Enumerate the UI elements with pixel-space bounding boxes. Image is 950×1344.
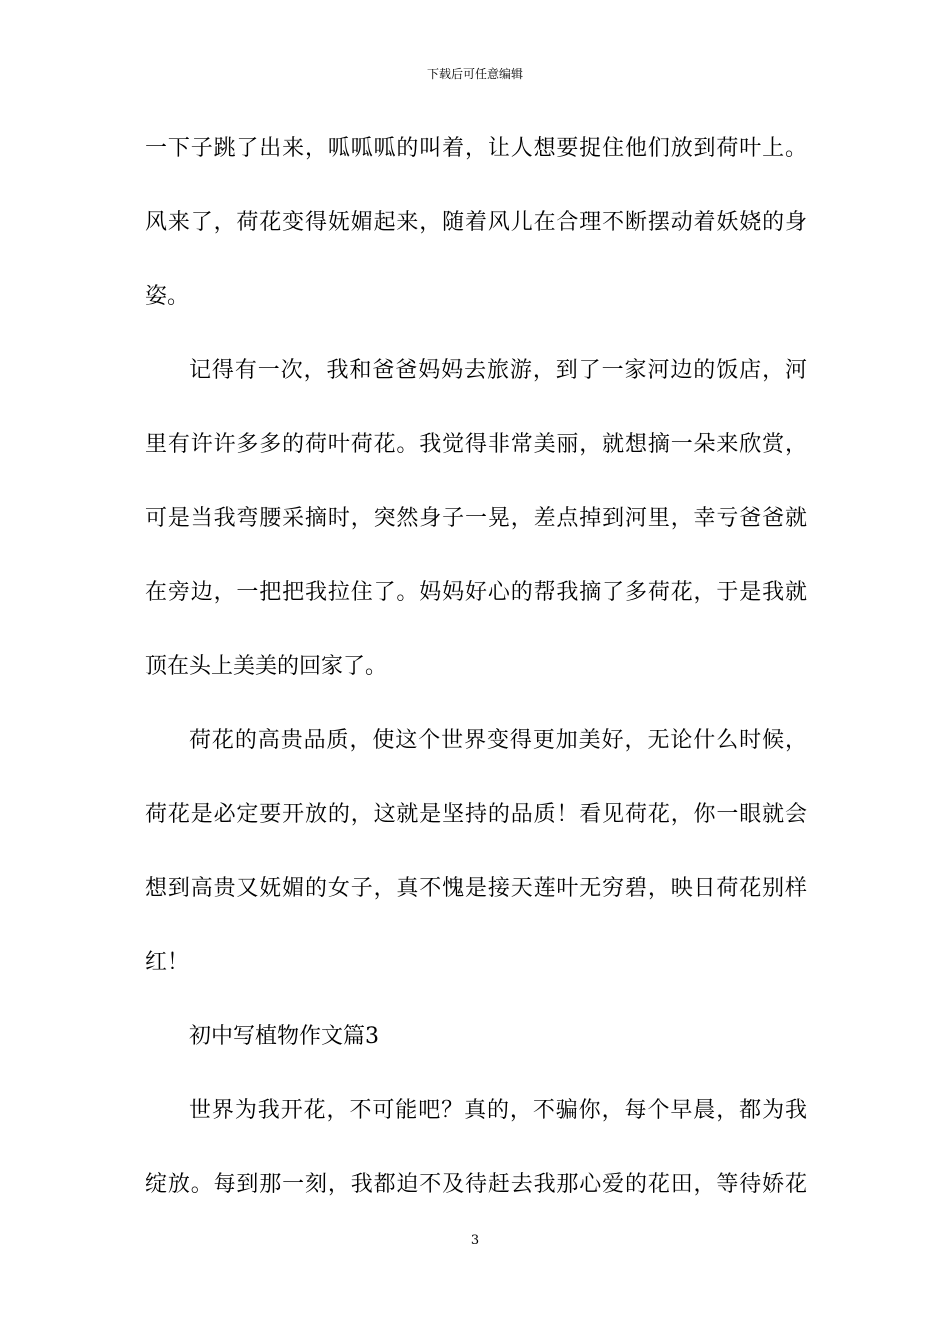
text-line: 绽放。每到那一刻，我都迫不及待赶去我那心爱的花田，等待娇花 [145, 1172, 807, 1197]
text-line: 记得有一次，我和爸爸妈妈去旅游，到了一家河边的饭店，河 [189, 358, 807, 383]
text-line: 风来了，荷花变得妩媚起来，随着风儿在合理不断摆动着妖娆的身 [145, 210, 807, 235]
text-line: 一下子跳了出来，呱呱呱的叫着，让人想要捉住他们放到荷叶上。 [145, 136, 807, 161]
text-line: 红！ [145, 950, 190, 975]
page-number: 3 [470, 1233, 480, 1248]
text-line: 想到高贵又妩媚的女子，真不愧是接天莲叶无穷碧，映日荷花别样 [145, 876, 807, 901]
document-body [145, 124, 807, 1234]
text-line: 荷花的高贵品质，使这个世界变得更加美好，无论什么时候， [189, 728, 807, 753]
section-heading: 初中写植物作文篇3 [189, 1024, 379, 1049]
text-line: 姿。 [145, 284, 190, 309]
text-line: 世界为我开花，不可能吧？真的，不骗你，每个早晨，都为我 [189, 1098, 807, 1123]
text-line: 荷花是必定要开放的，这就是坚持的品质！看见荷花，你一眼就会 [145, 802, 807, 827]
text-line: 里有许许多多的荷叶荷花。我觉得非常美丽，就想摘一朵来欣赏， [145, 432, 807, 457]
header-note: 下载后可任意编辑 [426, 67, 523, 81]
text-line: 在旁边，一把把我拉住了。妈妈好心的帮我摘了多荷花，于是我就 [145, 580, 807, 605]
text-line: 顶在头上美美的回家了。 [145, 654, 388, 679]
text-line: 可是当我弯腰采摘时，突然身子一晃，差点掉到河里，幸亏爸爸就 [145, 506, 807, 531]
